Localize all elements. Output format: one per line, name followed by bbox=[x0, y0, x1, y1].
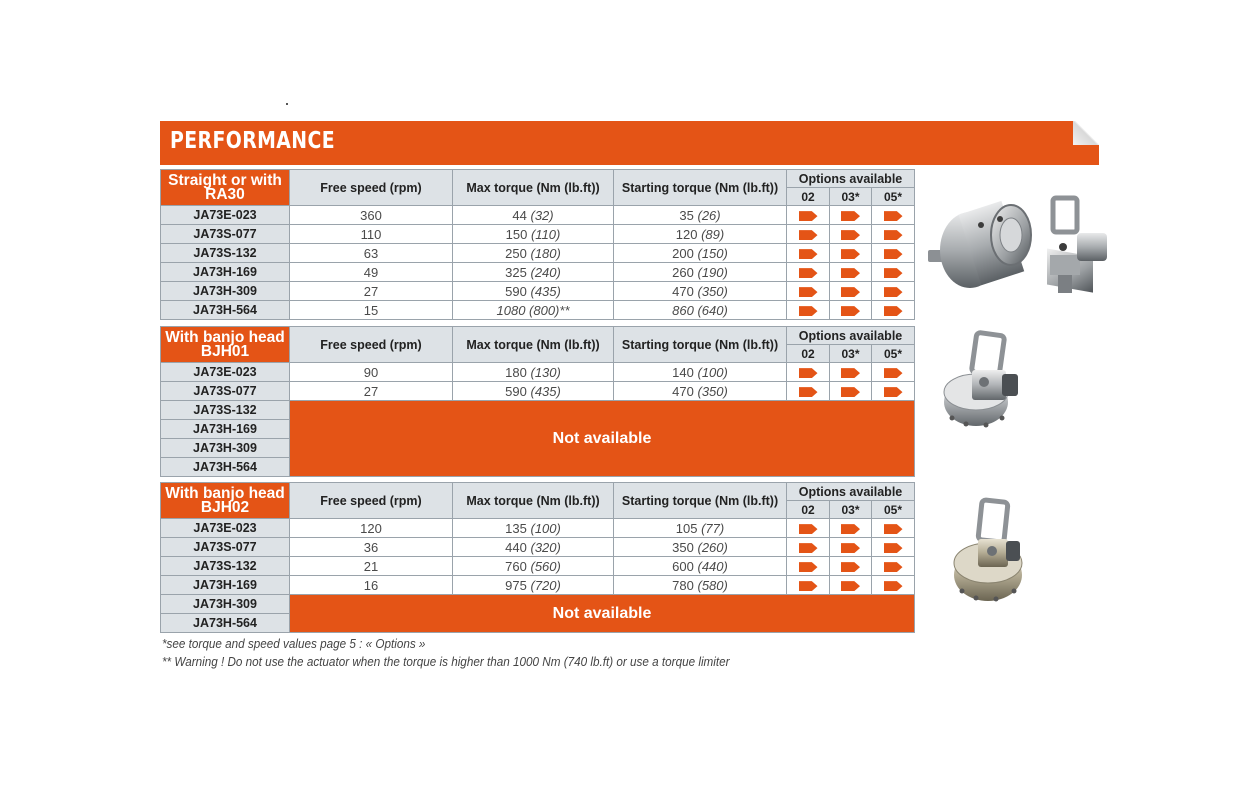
model-cell: JA73H-564 bbox=[161, 301, 290, 320]
option-03-cell bbox=[830, 244, 872, 263]
start-torque-cell: 780 (580) bbox=[614, 576, 787, 595]
max-torque-cell: 590 (435) bbox=[453, 382, 614, 401]
speed-cell: 63 bbox=[290, 244, 453, 263]
orange-arrow-icon bbox=[841, 524, 860, 534]
section-banner bbox=[160, 121, 1099, 165]
orange-arrow-icon bbox=[799, 581, 818, 591]
orange-arrow-icon bbox=[884, 268, 903, 278]
option-03-cell bbox=[830, 538, 872, 557]
table-row bbox=[161, 519, 915, 538]
option-03-cell bbox=[830, 576, 872, 595]
options-header: Options available bbox=[787, 327, 915, 345]
start-torque-cell: 350 (260) bbox=[614, 538, 787, 557]
orange-arrow-icon bbox=[884, 543, 903, 553]
model-cell: JA73S-077 bbox=[161, 225, 290, 244]
option-05-cell bbox=[872, 519, 915, 538]
max-torque-cell: 150 (110) bbox=[453, 225, 614, 244]
model-cell: JA73E-023 bbox=[161, 206, 290, 225]
option-05-cell bbox=[872, 363, 915, 382]
orange-arrow-icon bbox=[884, 287, 903, 297]
orange-arrow-icon bbox=[799, 387, 818, 397]
group-title: With banjo head BJH01 bbox=[161, 327, 290, 363]
orange-arrow-icon bbox=[799, 562, 818, 572]
option-05-cell bbox=[872, 244, 915, 263]
model-cell: JA73H-169 bbox=[161, 263, 290, 282]
banjo-head-bjh02-image bbox=[950, 497, 1035, 607]
orange-arrow-icon bbox=[799, 211, 818, 221]
max-torque-cell: 325 (240) bbox=[453, 263, 614, 282]
free-speed-header: Free speed (rpm) bbox=[290, 170, 453, 206]
model-cell: JA73S-077 bbox=[161, 538, 290, 557]
speed-cell: 360 bbox=[290, 206, 453, 225]
starting-torque-header: Starting torque (Nm (lb.ft)) bbox=[614, 483, 787, 519]
orange-arrow-icon bbox=[884, 581, 903, 591]
option-02-cell bbox=[787, 382, 830, 401]
table-row bbox=[161, 263, 915, 282]
option-col-05: 05* bbox=[872, 188, 915, 206]
table-row bbox=[161, 557, 915, 576]
free-speed-header: Free speed (rpm) bbox=[290, 327, 453, 363]
option-05-cell bbox=[872, 301, 915, 320]
orange-arrow-icon bbox=[841, 562, 860, 572]
performance-table-bjh01 bbox=[160, 326, 915, 477]
orange-arrow-icon bbox=[799, 287, 818, 297]
orange-arrow-icon bbox=[884, 249, 903, 259]
orange-arrow-icon bbox=[841, 306, 860, 316]
group-title: With banjo head BJH02 bbox=[161, 483, 290, 519]
model-cell: JA73H-309 bbox=[161, 595, 290, 614]
orange-arrow-icon bbox=[884, 211, 903, 221]
option-02-cell bbox=[787, 263, 830, 282]
option-col-03: 03* bbox=[830, 501, 872, 519]
orange-arrow-icon bbox=[799, 230, 818, 240]
max-torque-cell: 760 (560) bbox=[453, 557, 614, 576]
speed-cell: 110 bbox=[290, 225, 453, 244]
orange-arrow-icon bbox=[884, 230, 903, 240]
model-cell: JA73S-077 bbox=[161, 382, 290, 401]
start-torque-cell: 470 (350) bbox=[614, 282, 787, 301]
option-03-cell bbox=[830, 557, 872, 576]
model-cell: JA73E-023 bbox=[161, 363, 290, 382]
option-03-cell bbox=[830, 206, 872, 225]
option-03-cell bbox=[830, 382, 872, 401]
table-row bbox=[161, 576, 915, 595]
speed-cell: 90 bbox=[290, 363, 453, 382]
option-05-cell bbox=[872, 206, 915, 225]
max-torque-cell: 975 (720) bbox=[453, 576, 614, 595]
start-torque-cell: 140 (100) bbox=[614, 363, 787, 382]
orange-arrow-icon bbox=[884, 306, 903, 316]
section-title: PERFORMANCE bbox=[170, 128, 336, 154]
free-speed-header: Free speed (rpm) bbox=[290, 483, 453, 519]
stray-dot bbox=[286, 103, 288, 105]
option-03-cell bbox=[830, 363, 872, 382]
option-03-cell bbox=[830, 282, 872, 301]
start-torque-cell: 260 (190) bbox=[614, 263, 787, 282]
option-03-cell bbox=[830, 301, 872, 320]
option-col-05: 05* bbox=[872, 501, 915, 519]
orange-arrow-icon bbox=[799, 543, 818, 553]
option-col-03: 03* bbox=[830, 345, 872, 363]
start-torque-cell: 200 (150) bbox=[614, 244, 787, 263]
option-03-cell bbox=[830, 225, 872, 244]
start-torque-cell: 35 (26) bbox=[614, 206, 787, 225]
option-02-cell bbox=[787, 363, 830, 382]
model-cell: JA73S-132 bbox=[161, 401, 290, 420]
speed-cell: 36 bbox=[290, 538, 453, 557]
option-03-cell bbox=[830, 519, 872, 538]
speed-cell: 49 bbox=[290, 263, 453, 282]
speed-cell: 15 bbox=[290, 301, 453, 320]
option-02-cell bbox=[787, 282, 830, 301]
option-02-cell bbox=[787, 519, 830, 538]
orange-arrow-icon bbox=[841, 268, 860, 278]
speed-cell: 27 bbox=[290, 282, 453, 301]
orange-arrow-icon bbox=[884, 562, 903, 572]
option-05-cell bbox=[872, 576, 915, 595]
performance-table-bjh02 bbox=[160, 482, 915, 633]
start-torque-cell: 860 (640) bbox=[614, 301, 787, 320]
orange-arrow-icon bbox=[841, 387, 860, 397]
option-02-cell bbox=[787, 244, 830, 263]
start-torque-cell: 470 (350) bbox=[614, 382, 787, 401]
option-col-03: 03* bbox=[830, 188, 872, 206]
orange-arrow-icon bbox=[841, 211, 860, 221]
speed-cell: 27 bbox=[290, 382, 453, 401]
orange-arrow-icon bbox=[799, 249, 818, 259]
max-torque-cell: 1080 (800)** bbox=[453, 301, 614, 320]
start-torque-cell: 105 (77) bbox=[614, 519, 787, 538]
option-col-02: 02 bbox=[787, 345, 830, 363]
group-title: Straight or with RA30 bbox=[161, 170, 290, 206]
option-05-cell bbox=[872, 538, 915, 557]
footnote-warning: ** Warning ! Do not use the actuator when the torque is higher than 1000 Nm (740 lb.ft) or use a torque limiter bbox=[162, 653, 730, 669]
option-col-02: 02 bbox=[787, 501, 830, 519]
max-torque-cell: 440 (320) bbox=[453, 538, 614, 557]
orange-arrow-icon bbox=[884, 368, 903, 378]
orange-arrow-icon bbox=[884, 524, 903, 534]
option-02-cell bbox=[787, 225, 830, 244]
model-cell: JA73H-309 bbox=[161, 439, 290, 458]
max-torque-cell: 180 (130) bbox=[453, 363, 614, 382]
start-torque-cell: 600 (440) bbox=[614, 557, 787, 576]
option-col-05: 05* bbox=[872, 345, 915, 363]
max-torque-header: Max torque (Nm (lb.ft)) bbox=[453, 170, 614, 206]
orange-arrow-icon bbox=[841, 287, 860, 297]
starting-torque-header: Starting torque (Nm (lb.ft)) bbox=[614, 170, 787, 206]
model-cell: JA73H-169 bbox=[161, 420, 290, 439]
table-row bbox=[161, 538, 915, 557]
orange-arrow-icon bbox=[799, 524, 818, 534]
model-cell: JA73S-132 bbox=[161, 244, 290, 263]
orange-arrow-icon bbox=[799, 368, 818, 378]
table-row bbox=[161, 206, 915, 225]
option-05-cell bbox=[872, 225, 915, 244]
option-col-02: 02 bbox=[787, 188, 830, 206]
model-cell: JA73H-169 bbox=[161, 576, 290, 595]
model-cell: JA73H-564 bbox=[161, 458, 290, 477]
model-cell: JA73H-309 bbox=[161, 282, 290, 301]
option-05-cell bbox=[872, 263, 915, 282]
options-header: Options available bbox=[787, 170, 915, 188]
max-torque-cell: 250 (180) bbox=[453, 244, 614, 263]
performance-table-straight bbox=[160, 169, 915, 320]
table-row bbox=[161, 225, 915, 244]
max-torque-cell: 590 (435) bbox=[453, 282, 614, 301]
speed-cell: 21 bbox=[290, 557, 453, 576]
options-header: Options available bbox=[787, 483, 915, 501]
speed-cell: 16 bbox=[290, 576, 453, 595]
orange-arrow-icon bbox=[841, 581, 860, 591]
option-02-cell bbox=[787, 206, 830, 225]
option-02-cell bbox=[787, 576, 830, 595]
option-02-cell bbox=[787, 557, 830, 576]
orange-arrow-icon bbox=[841, 249, 860, 259]
not-available-block: Not available bbox=[290, 595, 915, 633]
table-row bbox=[161, 595, 915, 614]
max-torque-header: Max torque (Nm (lb.ft)) bbox=[453, 483, 614, 519]
table-row bbox=[161, 363, 915, 382]
table-row bbox=[161, 282, 915, 301]
orange-arrow-icon bbox=[841, 230, 860, 240]
speed-cell: 120 bbox=[290, 519, 453, 538]
option-03-cell bbox=[830, 263, 872, 282]
table-row bbox=[161, 244, 915, 263]
orange-arrow-icon bbox=[799, 306, 818, 316]
option-05-cell bbox=[872, 382, 915, 401]
orange-arrow-icon bbox=[841, 543, 860, 553]
max-torque-header: Max torque (Nm (lb.ft)) bbox=[453, 327, 614, 363]
start-torque-cell: 120 (89) bbox=[614, 225, 787, 244]
model-cell: JA73S-132 bbox=[161, 557, 290, 576]
table-row bbox=[161, 401, 915, 420]
option-05-cell bbox=[872, 557, 915, 576]
orange-arrow-icon bbox=[799, 268, 818, 278]
orange-arrow-icon bbox=[841, 368, 860, 378]
model-cell: JA73E-023 bbox=[161, 519, 290, 538]
starting-torque-header: Starting torque (Nm (lb.ft)) bbox=[614, 327, 787, 363]
footnotes bbox=[162, 635, 730, 670]
page-fold-icon bbox=[1073, 121, 1099, 145]
table-row bbox=[161, 301, 915, 320]
option-02-cell bbox=[787, 301, 830, 320]
option-05-cell bbox=[872, 282, 915, 301]
banjo-head-bjh01-image bbox=[940, 330, 1030, 435]
model-cell: JA73H-564 bbox=[161, 614, 290, 633]
max-torque-cell: 44 (32) bbox=[453, 206, 614, 225]
max-torque-cell: 135 (100) bbox=[453, 519, 614, 538]
option-02-cell bbox=[787, 538, 830, 557]
orange-arrow-icon bbox=[884, 387, 903, 397]
table-row bbox=[161, 382, 915, 401]
footnote-options: *see torque and speed values page 5 : « Options » bbox=[162, 636, 426, 651]
straight-actuator-image bbox=[925, 195, 1120, 300]
not-available-block: Not available bbox=[290, 401, 915, 477]
